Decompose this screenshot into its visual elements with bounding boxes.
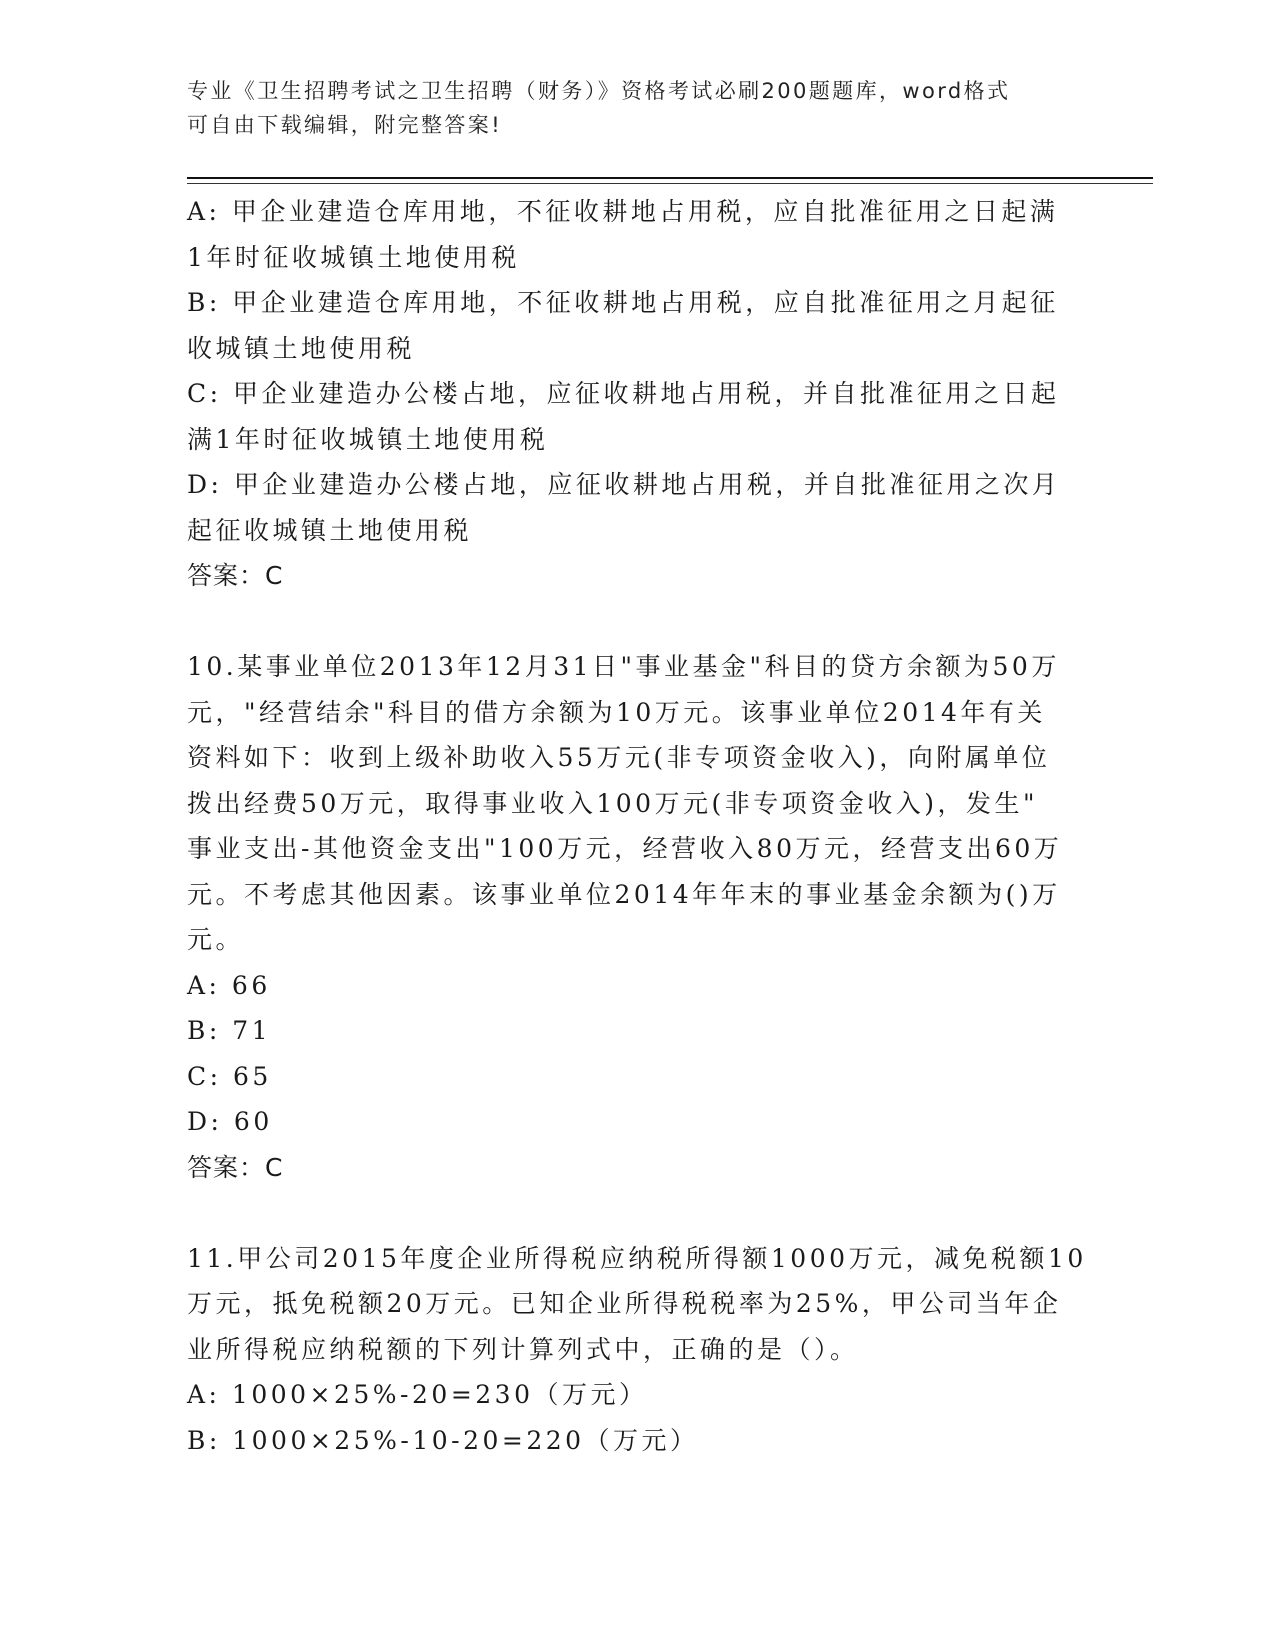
- q11-stem-line-3: 业所得税应纳税额的下列计算列式中，正确的是（）。: [187, 1334, 859, 1364]
- q10-option-b: B: 71: [187, 1016, 272, 1045]
- q10-stem-line-1: 10.某事业单位2013年12月31日"事业基金"科目的贷方余额为50万: [187, 652, 1060, 681]
- q11-option-a: A: 1000×25%-20=230（万元）: [187, 1380, 648, 1409]
- question-10-block: [187, 644, 1077, 1190]
- q9-answer: 答案：C: [187, 561, 284, 590]
- q11-option-b: B: 1000×25%-10-20=220（万元）: [187, 1425, 699, 1455]
- spacer: [187, 599, 1077, 645]
- q9-option-b-line-2: 收城镇土地使用税: [187, 333, 416, 363]
- spacer: [187, 1190, 1077, 1236]
- q10-stem-line-7: 元。: [187, 925, 245, 954]
- question-11-block: [187, 1236, 1087, 1464]
- header-divider-thick: [187, 177, 1153, 179]
- q9-option-c-line-1: C: 甲企业建造办公楼占地，应征收耕地占用税，并自批准征用之日起: [187, 379, 1060, 408]
- q9-option-a-line-2: 1年时征收城镇土地使用税: [187, 242, 520, 272]
- q10-stem-line-3: 资料如下：收到上级补助收入55万元(非专项资金收入)，向附属单位: [187, 743, 1051, 772]
- q10-stem-line-5: 事业支出-其他资金支出"100万元，经营收入80万元，经营支出60万: [187, 834, 1063, 863]
- q10-option-d: D: 60: [187, 1107, 273, 1136]
- q9-option-c-line-2: 满1年时征收城镇土地使用税: [187, 424, 549, 454]
- q9-option-b-line-1: B: 甲企业建造仓库用地，不征收耕地占用税，应自批准征用之月起征: [187, 288, 1059, 317]
- q9-option-d-line-1: D: 甲企业建造办公楼占地，应征收耕地占用税，并自批准征用之次月: [187, 470, 1061, 499]
- q10-stem-line-2: 元，"经营结余"科目的借方余额为10万元。该事业单位2014年有关: [187, 697, 1046, 727]
- q9-option-d-line-2: 起征收城镇土地使用税: [187, 515, 473, 545]
- q11-stem-line-1: 11.甲公司2015年度企业所得税应纳税所得额1000万元，减免税额10: [187, 1243, 1087, 1273]
- question-9-block: [187, 189, 1077, 599]
- q10-option-c: C: 65: [187, 1061, 272, 1091]
- header-title-line-1: 专业《卫生招聘考试之卫生招聘（财务）》资格考试必刷200题题库，word格式: [187, 79, 1011, 103]
- document-header: [187, 74, 1067, 142]
- q11-stem-line-2: 万元，抵免税额20万元。已知企业所得税税率为25%，甲公司当年企: [187, 1289, 1062, 1318]
- q10-stem-line-4: 拨出经费50万元，取得事业收入100万元(非专项资金收入)，发生": [187, 788, 1039, 818]
- question-content: [187, 189, 1087, 1463]
- header-title-line-2: 可自由下载编辑，附完整答案!: [187, 113, 503, 137]
- q10-answer: 答案：C: [187, 1152, 284, 1182]
- q10-option-a: A: 66: [187, 970, 271, 1000]
- q9-option-a-line-1: A: 甲企业建造仓库用地，不征收耕地占用税，应自批准征用之日起满: [187, 197, 1059, 226]
- header-divider-thin: [187, 183, 1153, 184]
- q10-stem-line-6: 元。不考虑其他因素。该事业单位2014年年末的事业基金余额为()万: [187, 879, 1061, 909]
